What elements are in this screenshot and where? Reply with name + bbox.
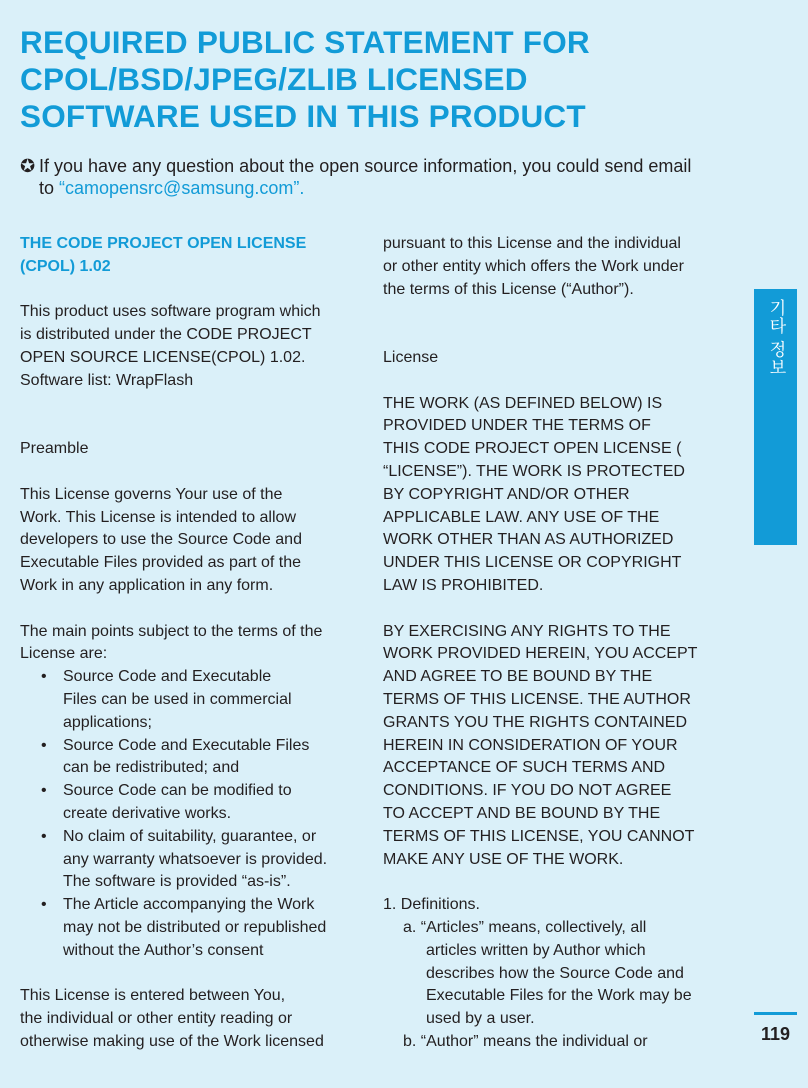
license-para1-line: THE WORK (AS DEFINED BELOW) IS <box>383 394 663 412</box>
definition-a-cont: used by a user. <box>426 1010 535 1028</box>
note-text-prefix: to <box>39 178 60 198</box>
license-para1-line: THIS CODE PROJECT OPEN LICENSE ( <box>383 440 682 458</box>
intro-line: is distributed under the CODE PROJECT <box>20 326 312 344</box>
license-title: License <box>383 348 439 366</box>
definitions-title: 1. Definitions. <box>383 896 480 914</box>
intro-line: This product uses software program which <box>20 303 321 321</box>
chapter-tab-label: 기타 정보 <box>766 299 786 377</box>
section-heading: (CPOL) 1.02 <box>20 257 111 275</box>
main-points-intro: The main points subject to the terms of the <box>20 622 323 640</box>
license-para1-line: UNDER THIS LICENSE OR COPYRIGHT <box>383 554 682 572</box>
page-number-rule <box>754 1012 797 1015</box>
list-item-cont: any warranty whatsoever is provided. <box>63 850 328 868</box>
list-item-cont: Files can be used in commercial <box>63 690 292 708</box>
title-line: REQUIRED PUBLIC STATEMENT FOR <box>20 24 590 60</box>
main-points-intro: License are: <box>20 645 108 663</box>
bullet-icon: • <box>41 896 47 914</box>
bullet-icon: • <box>41 782 47 800</box>
left-column <box>20 233 360 1054</box>
list-item-cont: The software is provided “as-is”. <box>63 873 291 891</box>
preamble-line: Work. This License is intended to allow <box>20 508 296 526</box>
preamble-line: Executable Files provided as part of the <box>20 554 302 572</box>
bullet-list <box>20 666 360 962</box>
license-para2-line: TERMS OF THIS LICENSE. THE AUTHOR <box>383 690 691 708</box>
list-item-cont: applications; <box>63 713 152 731</box>
page-number: 119 <box>760 1024 791 1044</box>
title-line: CPOL/BSD/JPEG/ZLIB LICENSED <box>20 61 528 97</box>
intro-line: Software list: WrapFlash <box>20 371 194 389</box>
license-para2-line: TERMS OF THIS LICENSE, YOU CANNOT <box>383 827 695 845</box>
list-item-cont: create derivative works. <box>63 804 232 822</box>
list-item-cont: without the Author’s consent <box>63 941 264 959</box>
license-para1-line: PROVIDED UNDER THE TERMS OF <box>383 417 651 435</box>
list-item-cont: may not be distributed or republished <box>63 918 327 936</box>
list-item: • The Article accompanying the Work <box>20 894 360 917</box>
closing-line: the individual or other entity reading or <box>20 1010 293 1028</box>
page-title <box>20 24 720 135</box>
contact-note <box>20 155 740 199</box>
license-para1-line: “LICENSE”). THE WORK IS PROTECTED <box>383 462 685 480</box>
right-column <box>383 233 718 1054</box>
license-para1-line: APPLICABLE LAW. ANY USE OF THE <box>383 508 660 526</box>
continuation-line: pursuant to this License and the individual <box>383 235 681 252</box>
bullet-icon: • <box>41 668 47 686</box>
preamble-line: This License governs Your use of the <box>20 485 283 503</box>
license-para1-line: WORK OTHER THAN AS AUTHORIZED <box>383 531 674 549</box>
chapter-side-tab <box>754 289 797 545</box>
license-para2-line: MAKE ANY USE OF THE WORK. <box>383 850 624 868</box>
license-para2-line: TO ACCEPT AND BE BOUND BY THE <box>383 804 661 822</box>
title-line: SOFTWARE USED IN THIS PRODUCT <box>20 98 586 134</box>
license-para2-line: ACCEPTANCE OF SUCH TERMS AND <box>383 759 666 777</box>
list-item: • No claim of suitability, guarantee, or <box>20 826 360 849</box>
list-item: • Source Code can be modified to <box>20 780 360 803</box>
license-para2-line: WORK PROVIDED HEREIN, YOU ACCEPT <box>383 645 698 663</box>
definition-a: a. “Articles” means, collectively, all <box>403 918 647 936</box>
definition-a-cont: articles written by Author which <box>426 941 646 959</box>
license-para1-line: LAW IS PROHIBITED. <box>383 576 544 594</box>
preamble-title: Preamble <box>20 440 89 458</box>
license-para2-line: HEREIN IN CONSIDERATION OF YOUR <box>383 736 678 754</box>
email-link[interactable]: “camopensrc@samsung.com”. <box>59 178 305 198</box>
license-para2-line: BY EXERCISING ANY RIGHTS TO THE <box>383 622 671 640</box>
closing-line: This License is entered between You, <box>20 987 286 1005</box>
section-heading: THE CODE PROJECT OPEN LICENSE <box>20 235 307 252</box>
license-para2-line: AND AGREE TO BE BOUND BY THE <box>383 668 653 686</box>
preamble-line: Work in any application in any form. <box>20 576 274 594</box>
bullet-icon: • <box>41 827 47 845</box>
list-item: • Source Code and Executable Files <box>20 735 360 758</box>
license-para2-line: GRANTS YOU THE RIGHTS CONTAINED <box>383 713 688 731</box>
note-text: If you have any question about the open source information, you could send email <box>39 156 692 176</box>
definition-a-cont: Executable Files for the Work may be <box>426 987 692 1005</box>
closing-line: otherwise making use of the Work licensed <box>20 1032 324 1050</box>
list-item: • Source Code and Executable <box>20 666 360 689</box>
note-star-icon: ✪ <box>20 156 36 176</box>
license-para1-line: BY COPYRIGHT AND/OR OTHER <box>383 485 630 503</box>
continuation-line: the terms of this License (“Author”). <box>383 280 634 298</box>
bullet-icon: • <box>41 736 47 754</box>
list-item-cont: can be redistributed; and <box>63 759 240 777</box>
license-para2-line: CONDITIONS. IF YOU DO NOT AGREE <box>383 782 672 800</box>
continuation-line: or other entity which offers the Work under <box>383 257 684 275</box>
intro-line: OPEN SOURCE LICENSE(CPOL) 1.02. <box>20 348 306 366</box>
preamble-line: developers to use the Source Code and <box>20 531 302 549</box>
definition-b: b. “Author” means the individual or <box>403 1032 648 1050</box>
definition-a-cont: describes how the Source Code and <box>426 964 684 982</box>
